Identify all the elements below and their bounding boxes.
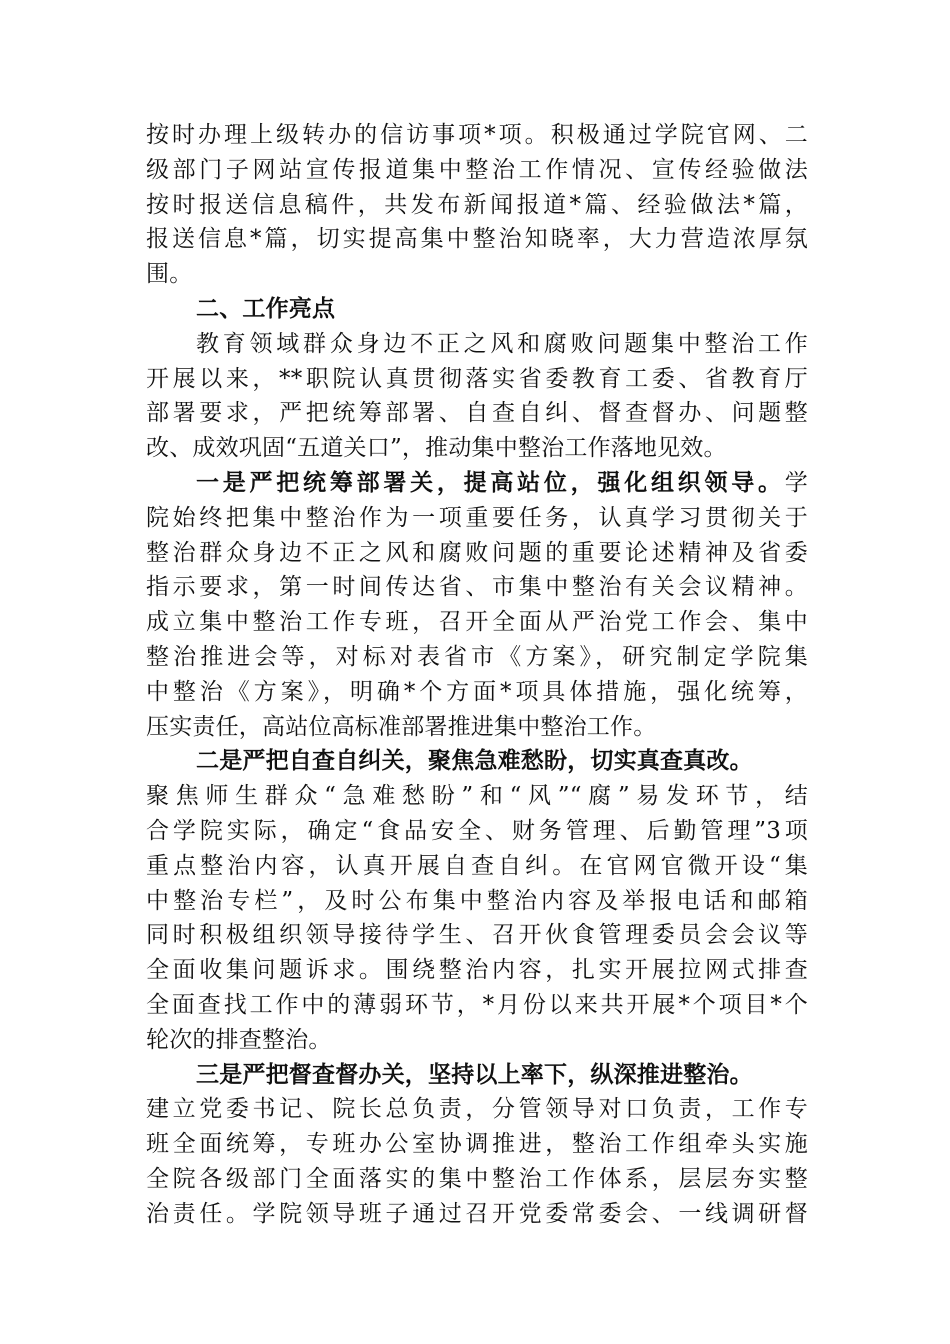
text-line: 治责任。学院领导班子通过召开党委常委会、一线调研督 [146,1200,808,1227]
text-line: 成立集中整治工作专班，召开全面从严治党工作会、集中 [146,609,808,636]
paragraph-overview [146,327,808,466]
text-line: 中整治《方案》，明确*个方面*项具体措施，强化统筹， [146,678,808,705]
text-line: 改、成效巩固“五道关口”，推动集中整治工作落地见效。 [146,435,727,462]
text-line: 全院各级部门全面落实的集中整治工作体系，层层夯实整 [146,1165,808,1192]
text-line [146,466,808,501]
text-line: 压实责任，高站位高标准部署推进集中整治工作。 [146,713,657,740]
paragraph-self-inspection [146,744,808,1057]
section-heading: 二、工作亮点 [196,294,336,322]
text-line: 按时办理上级转办的信访事项*项。积极通过学院官网、二 [146,122,808,148]
text-line: 教育领域群众身边不正之风和腐败问题集中整治工作 [196,330,808,357]
paragraph-lead: 二是严把自查自纠关，聚焦急难愁盼，切实真查真改。 [196,747,753,775]
text-line: 围。 [146,261,193,288]
lead-tail: 学 [784,469,808,496]
text-line: 中整治专栏”，及时公布集中整治内容及举报电话和邮箱 [146,887,808,914]
text-line: 合学院实际，确定“食品安全、财务管理、后勤管理”3项 [146,817,808,844]
paragraph-lead: 三是严把督查督办关，坚持以上率下，纵深推进整治。 [196,1060,753,1088]
text-line: 按时报送信息稿件，共发布新闻报道*篇、经验做法*篇， [146,191,808,218]
text-line: 全面查找工作中的薄弱环节，*月份以来共开展*个项目*个 [146,991,808,1018]
text-line: 同时积极组织领导接待学生、召开伙食管理委员会会议等 [146,922,808,949]
text-line: 指示要求，第一时间传达省、市集中整治有关会议精神。 [146,574,808,601]
paragraph-supervision [146,1058,808,1232]
text-line: 整治推进会等，对标对表省市《方案》，研究制定学院集 [146,643,808,670]
text-line: 整治群众身边不正之风和腐败问题的重要论述精神及省委 [146,539,808,566]
text-line: 院始终把集中整治作为一项重要任务，认真学习贯彻关于 [146,504,808,531]
text-line: 聚焦师生群众“急难愁盼”和“风”“腐”易发环节，结 [146,783,808,810]
text-line: 报送信息*篇，切实提高集中整治知晓率，大力营造浓厚氛 [146,226,808,253]
paragraph-deployment [146,466,808,744]
paragraph-publicity [146,118,808,292]
text-line: 建立党委书记、院长总负责，分管领导对口负责，工作专 [146,1096,808,1123]
text-line: 部署要求，严把统筹部署、自查自纠、督查督办、问题整 [146,400,808,427]
text-line: 轮次的排查整治。 [146,1026,332,1053]
text-line: 重点整治内容，认真开展自查自纠。在官网官微开设“集 [146,852,808,879]
paragraph-lead: 一是严把统筹部署关，提高站位，强化组织领导。 [196,468,785,496]
text-line: 级部门子网站宣传报道集中整治工作情况、宣传经验做法 [146,156,808,183]
text-line: 开展以来，**职院认真贯彻落实省委教育工委、省教育厅 [146,365,808,392]
text-line: 班全面统筹，专班办公室协调推进，整治工作组牵头实施 [146,1131,808,1158]
document-page [146,118,808,1232]
text-line: 全面收集问题诉求。围绕整治内容，扎实开展拉网式排查 [146,957,808,984]
